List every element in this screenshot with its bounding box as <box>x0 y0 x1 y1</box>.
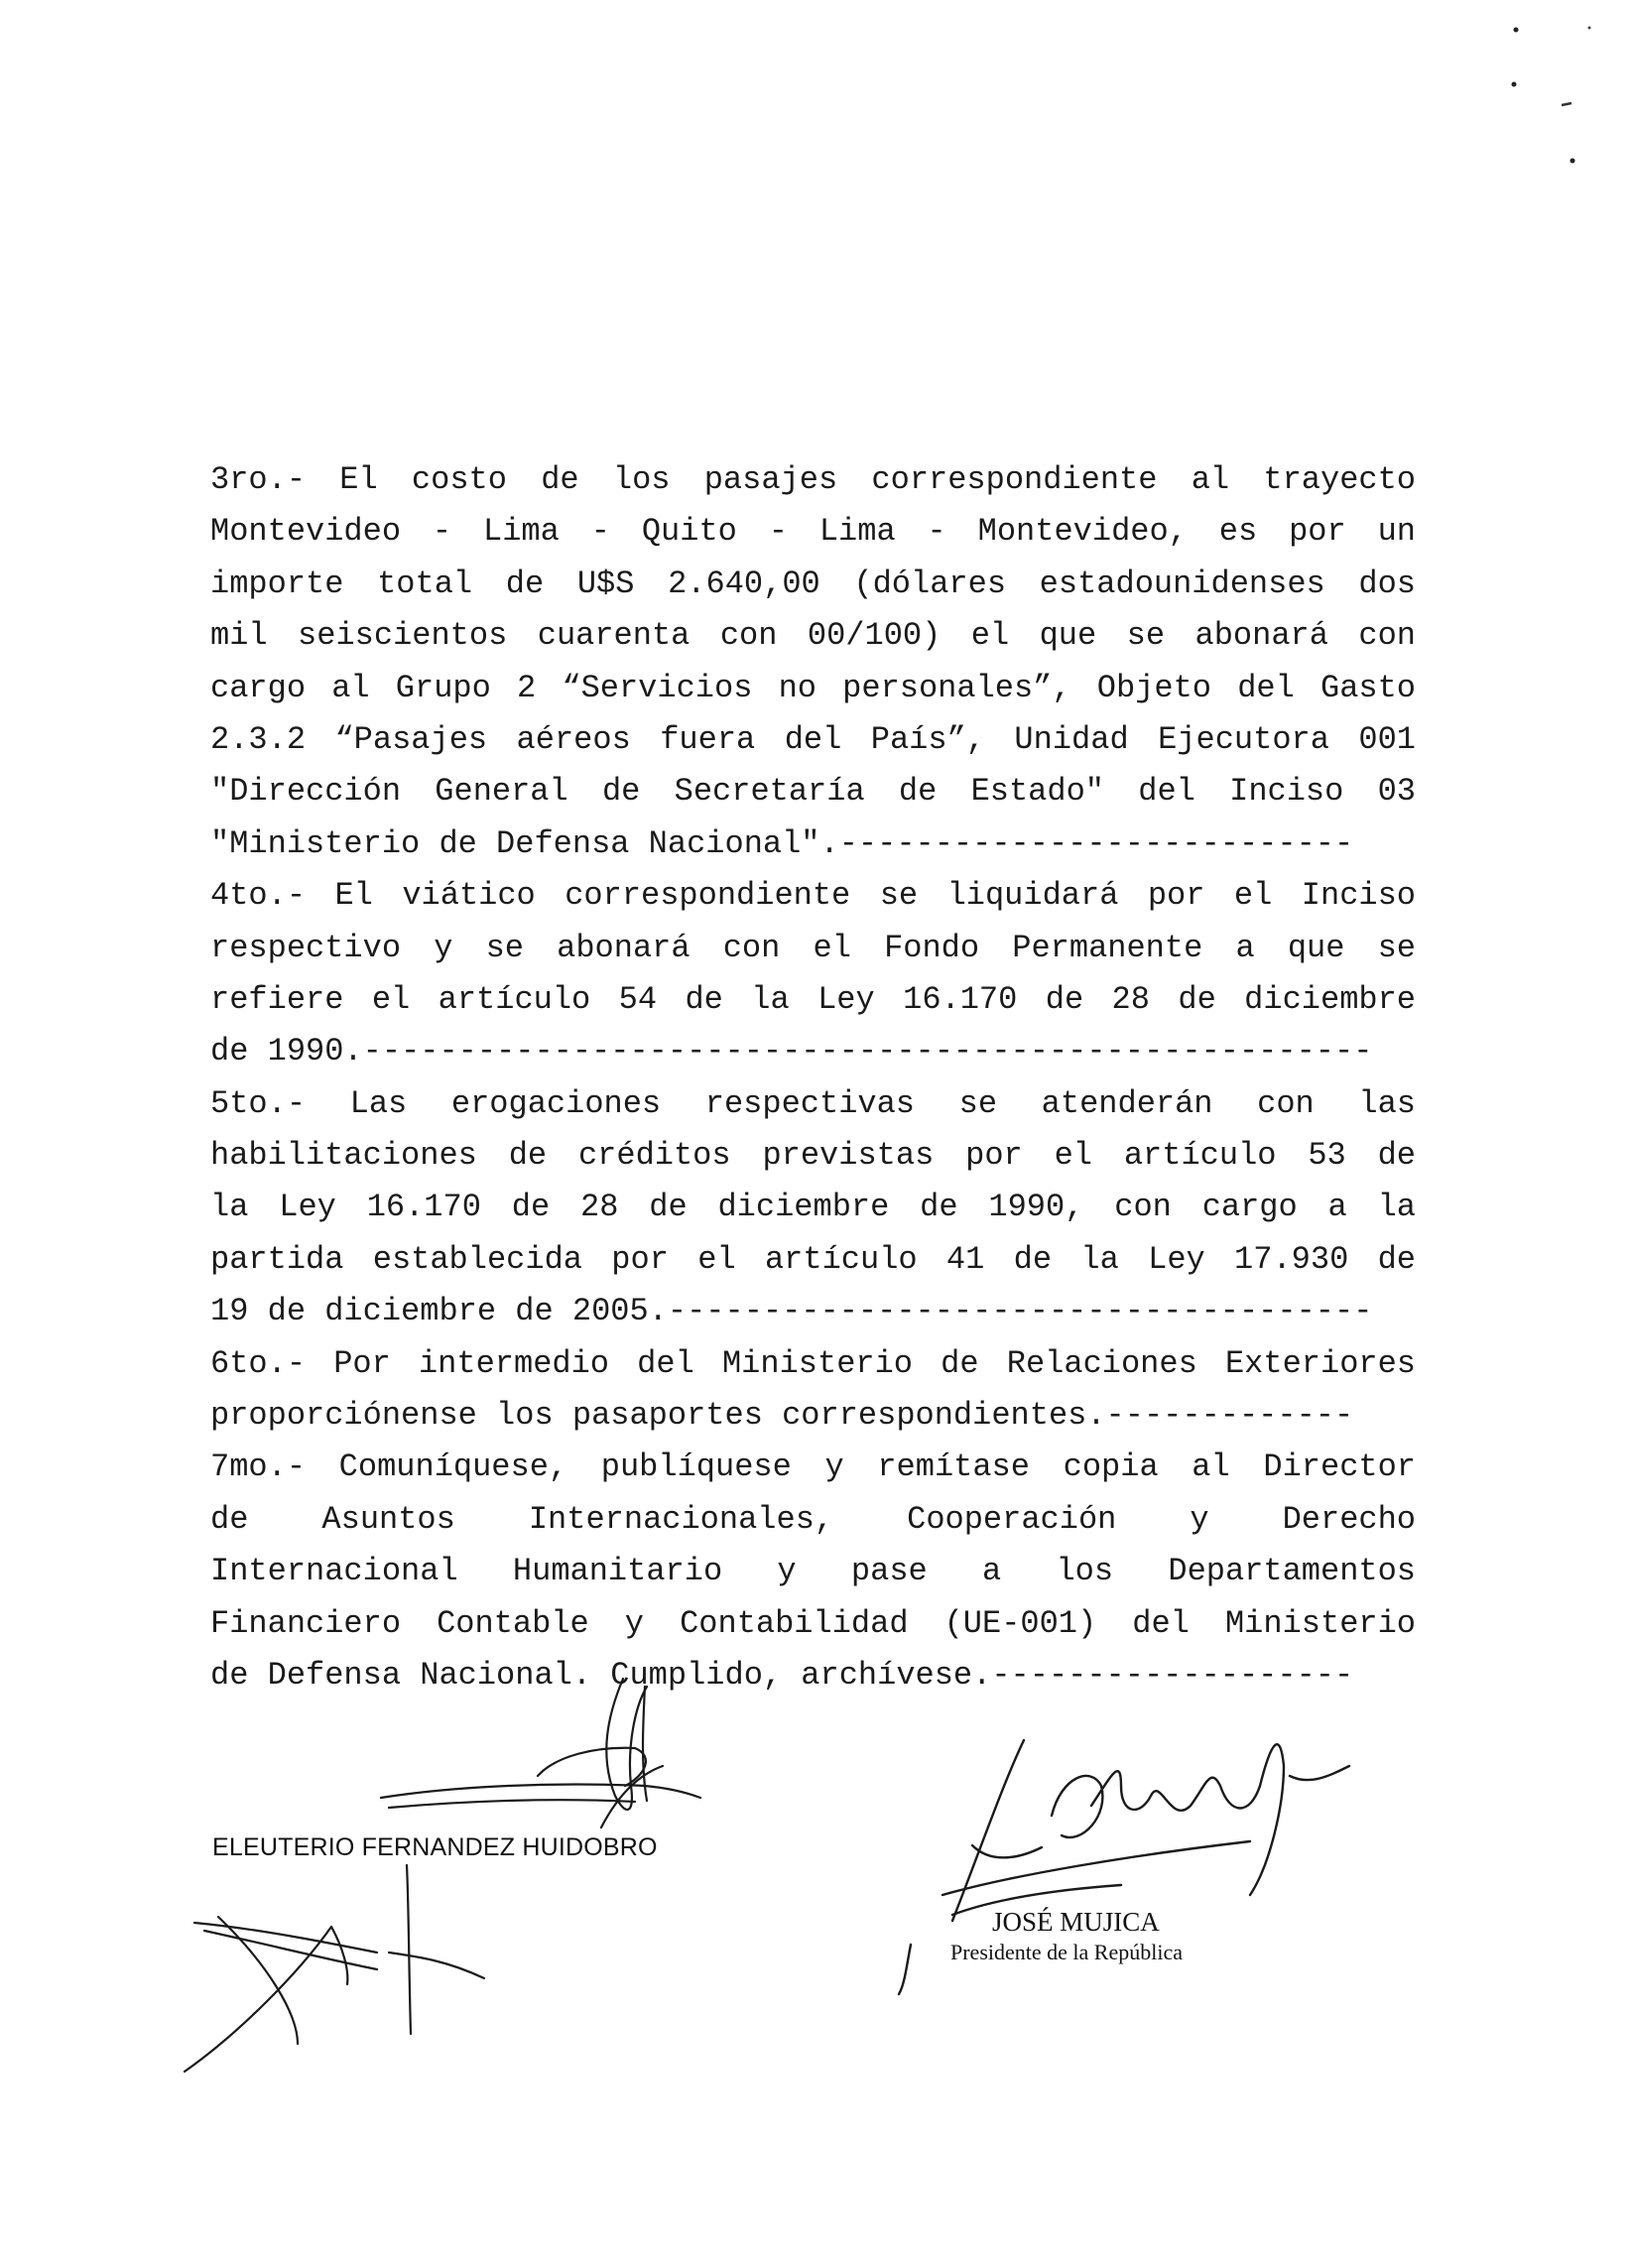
body-line: "Dirección General de Secretaría de Estado" del Inciso 03 <box>210 773 1416 811</box>
body-line: mil seiscientos cuarenta con 00/100) el que se abonará con <box>210 617 1416 655</box>
body-line: respectivo y se abonará con el Fondo Permanente a que se <box>210 929 1416 966</box>
body-line: 3ro.- El costo de los pasajes correspondiente al trayecto <box>210 461 1416 498</box>
body-line: habilitaciones de créditos previstas por el artículo 53 de <box>210 1137 1416 1175</box>
body-line: "Ministerio de Defensa Nacional".--------------------------- <box>210 824 1354 862</box>
body-line: de Defensa Nacional. Cumplido, archívese.------------------- <box>210 1656 1354 1694</box>
body-line: cargo al Grupo 2 “Servicios no personales”, Objeto del Gasto <box>210 669 1416 706</box>
body-line: Montevideo - Lima - Quito - Lima - Montevideo, es por un <box>210 513 1416 551</box>
body-line: proporciónense los pasaportes correspondientes.------------- <box>210 1397 1354 1435</box>
body-line: Internacional Humanitario y pase a los Departamentos <box>210 1553 1416 1590</box>
body-line: 4to.- El viático correspondiente se liquidará por el Inciso <box>210 877 1416 915</box>
decree-articles <box>210 454 1416 1701</box>
body-line: de Asuntos Internacionales, Cooperación y Derecho <box>210 1500 1416 1538</box>
body-line: 2.3.2 “Pasajes aéreos fuera del País”, Unidad Ejecutora 001 <box>210 720 1416 758</box>
body-line: importe total de U$S 2.640,00 (dólares estadounidenses dos <box>210 565 1416 602</box>
body-line: la Ley 16.170 de 28 de diciembre de 1990, con cargo a la <box>210 1189 1416 1226</box>
body-line: refiere el artículo 54 de la Ley 16.170 de 28 de diciembre <box>210 980 1416 1018</box>
signatory-left-name: ELEUTERIO FERNANDEZ HUIDOBRO <box>212 1833 658 1861</box>
signatory-right-title: Presidente de la República <box>950 1940 1183 1964</box>
body-line: 19 de diciembre de 2005.------------------------------------- <box>210 1293 1373 1330</box>
body-line: de 1990.----------------------------------------------------- <box>210 1033 1373 1071</box>
body-line: partida establecida por el artículo 41 de la Ley 17.930 de <box>210 1240 1416 1278</box>
body-line: 7mo.- Comuníquese, publíquese y remítase copia al Director <box>210 1449 1416 1486</box>
signatory-right-name: JOSÉ MUJICA <box>992 1907 1160 1937</box>
body-line: 5to.- Las erogaciones respectivas se atenderán con las <box>210 1084 1416 1122</box>
body-line: 6to.- Por intermedio del Ministerio de Relaciones Exteriores <box>210 1344 1416 1382</box>
body-line: Financiero Contable y Contabilidad (UE-001) del Ministerio <box>210 1604 1416 1642</box>
